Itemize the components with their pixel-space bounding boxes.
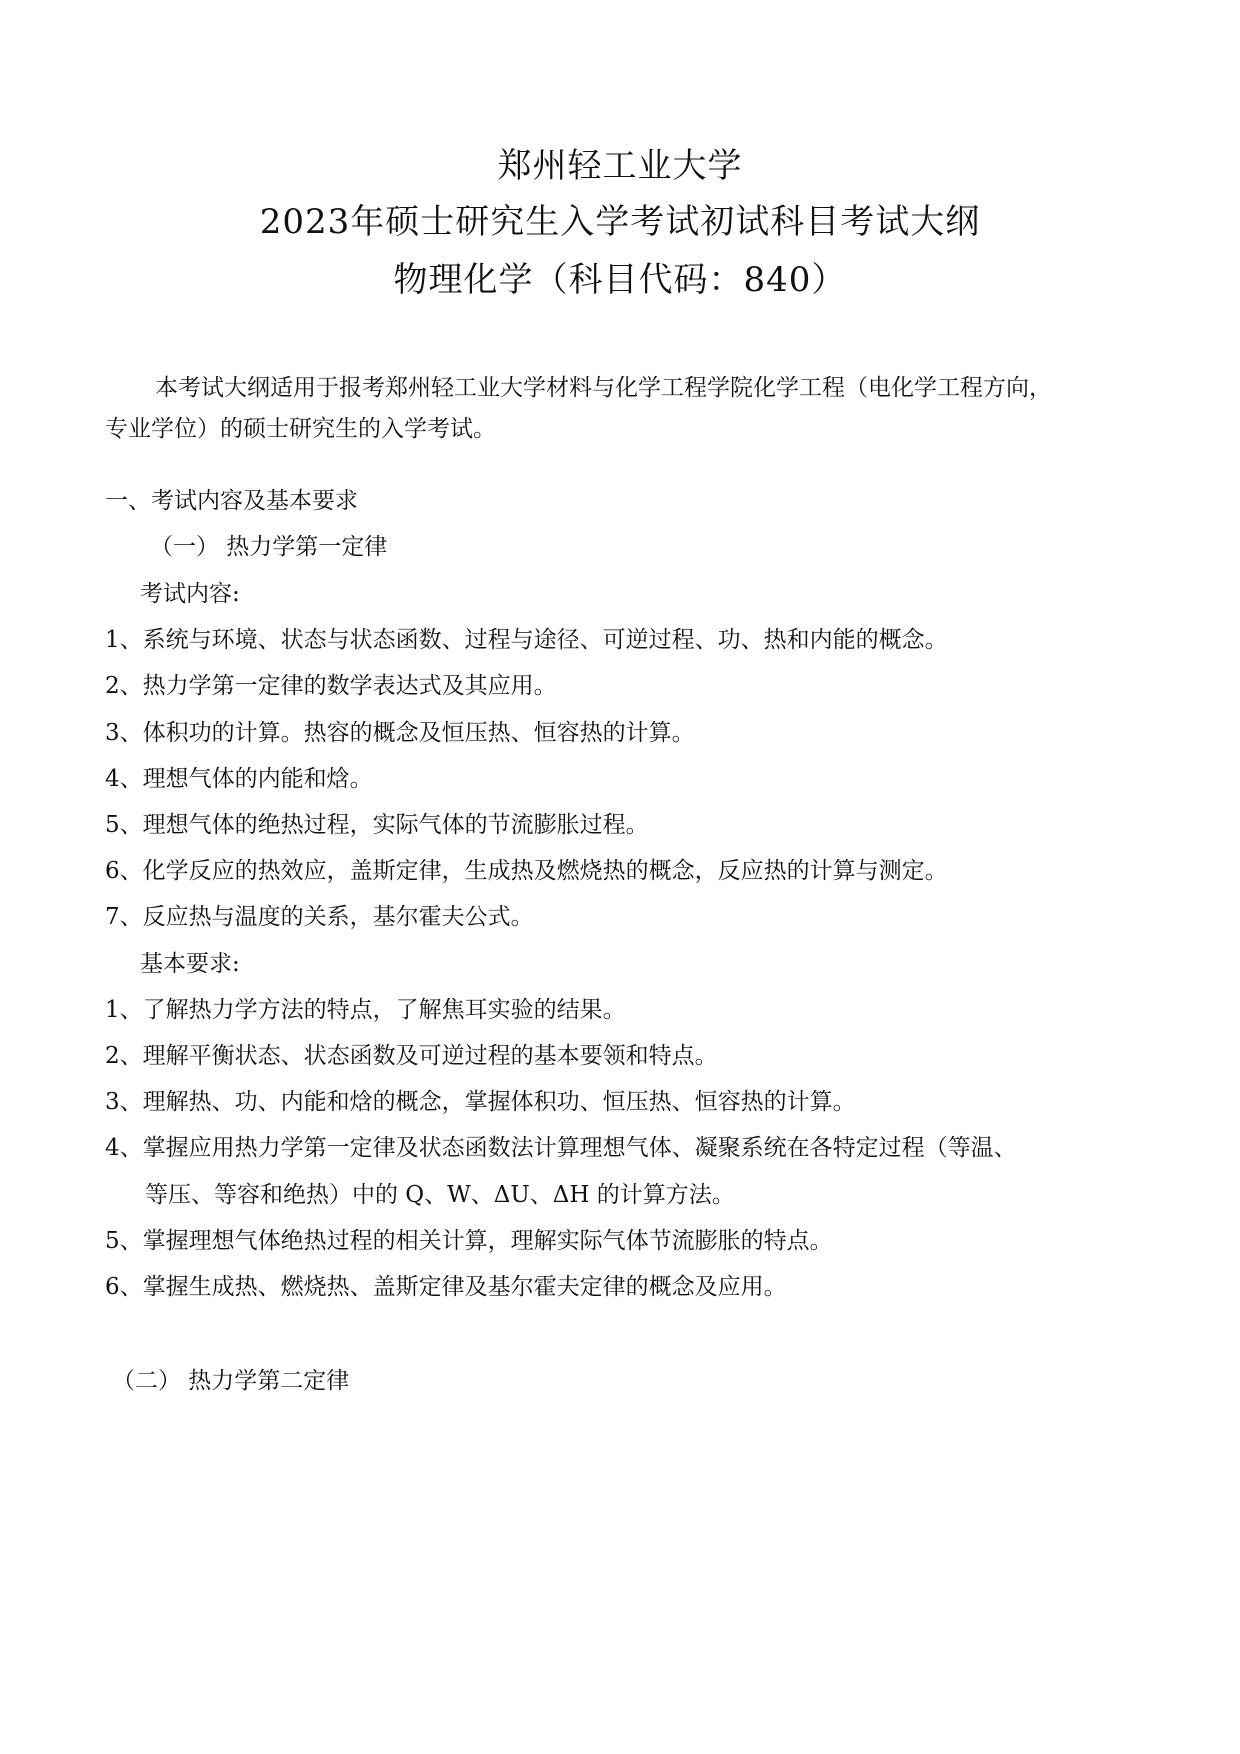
- requirement-item-continued: 等压、等容和绝热）中的 Q、W、ΔU、ΔH 的计算方法。: [145, 1182, 735, 1208]
- content-item: 3、体积功的计算。热容的概念及恒压热、恒容热的计算。: [105, 720, 695, 746]
- requirement-item: 4、掌握应用热力学第一定律及状态函数法计算理想气体、凝聚系统在各特定过程（等温、: [105, 1135, 1017, 1161]
- intro-line-1: 本考试大纲适用于报考郑州轻工业大学材料与化学工程学院化学工程（电化学工程方向，: [155, 375, 1052, 401]
- content-item: 2、热力学第一定律的数学表达式及其应用。: [105, 673, 557, 699]
- university-title: 郑州轻工业大学: [497, 146, 743, 186]
- content-item: 5、理想气体的绝热过程，实际气体的节流膨胀过程。: [105, 812, 649, 838]
- subject-title: 物理化学（科目代码：840）: [393, 260, 847, 300]
- requirement-item: 5、掌握理想气体绝热过程的相关计算，理解实际气体节流膨胀的特点。: [105, 1228, 833, 1254]
- content-item: 1、系统与环境、状态与状态函数、过程与途径、可逆过程、功、热和内能的概念。: [105, 627, 948, 653]
- subsection-2-heading: （二） 热力学第二定律: [112, 1368, 350, 1394]
- requirement-item: 1、了解热力学方法的特点，了解焦耳实验的结果。: [105, 997, 626, 1023]
- intro-line-2: 专业学位）的硕士研究生的入学考试。: [105, 416, 496, 442]
- requirement-item: 3、理解热、功、内能和焓的概念，掌握体积功、恒压热、恒容热的计算。: [105, 1089, 856, 1115]
- requirement-item: 6、掌握生成热、燃烧热、盖斯定律及基尔霍夫定律的概念及应用。: [105, 1274, 787, 1300]
- requirement-item: 2、理解平衡状态、状态函数及可逆过程的基本要领和特点。: [105, 1043, 718, 1069]
- section-heading: 一、考试内容及基本要求: [105, 488, 358, 514]
- content-label: 考试内容:: [140, 581, 240, 607]
- content-item: 6、化学反应的热效应，盖斯定律，生成热及燃烧热的概念，反应热的计算与测定。: [105, 858, 948, 884]
- subsection-1-heading: （一） 热力学第一定律: [150, 534, 388, 560]
- content-item: 4、理想气体的内能和焓。: [105, 766, 373, 792]
- exam-title: 2023年硕士研究生入学考试初试科目考试大纲: [259, 202, 981, 242]
- requirements-label: 基本要求:: [140, 951, 240, 977]
- content-item: 7、反应热与温度的关系，基尔霍夫公式。: [105, 904, 534, 930]
